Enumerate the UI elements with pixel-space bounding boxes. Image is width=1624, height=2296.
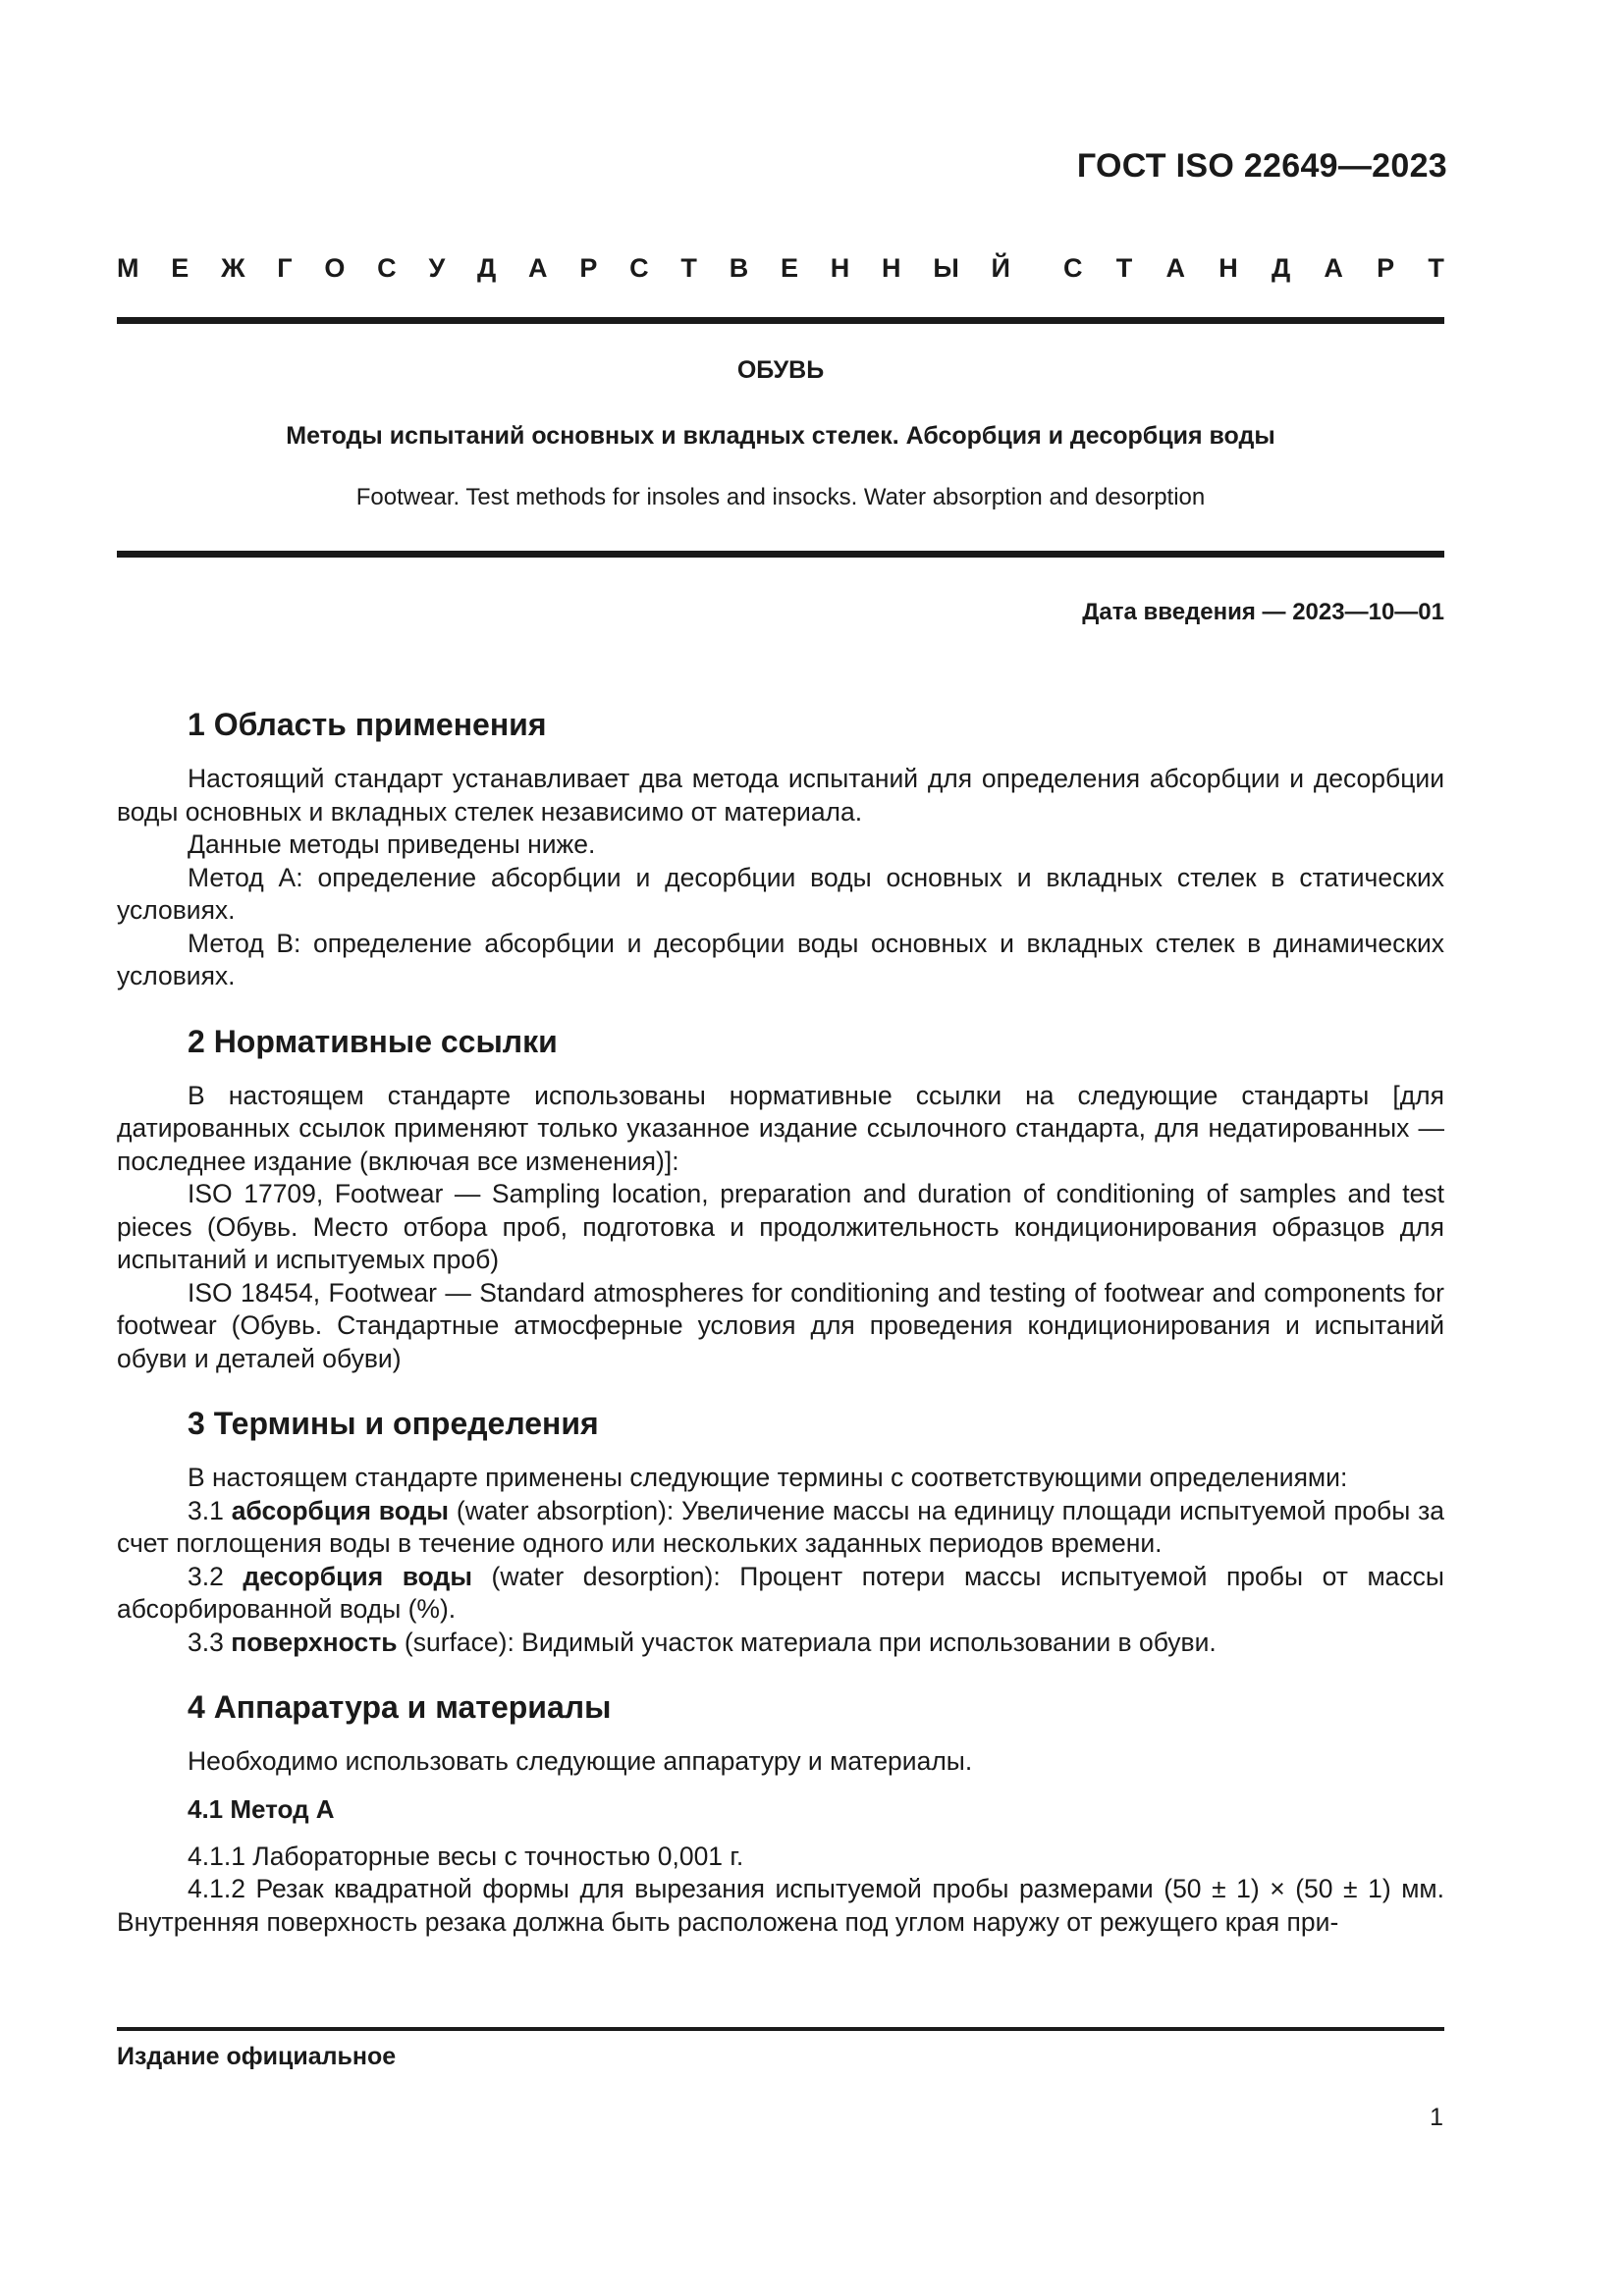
term-text: (water desorption): Процент потери массы испытуемой пробы от массы абсорбированной воды (%).	[117, 1561, 1444, 1624]
term-name: десорбция воды	[243, 1561, 472, 1591]
banner-letter: Ж	[221, 253, 245, 283]
official-edition-label: Издание официальное	[117, 2043, 397, 2070]
banner-letter: Е	[780, 253, 798, 283]
term-text: (water absorption): Увеличение массы на единицу площади испытуемой пробы за счет поглощения воды в течение одного или нескольких заданных периодов времени.	[117, 1495, 1444, 1558]
section-1-heading: 1 Область применения	[188, 707, 547, 742]
banner-letter: Д	[1271, 253, 1291, 283]
subsection-4-1-heading: 4.1 Метод А	[188, 1793, 335, 1824]
section-3-heading: 3 Термины и определения	[188, 1406, 599, 1441]
interstate-standard-banner	[117, 253, 1444, 284]
term-number: 3.3	[188, 1627, 224, 1657]
banner-letter: Т	[680, 253, 697, 283]
section-4-heading: 4 Аппаратура и материалы	[188, 1689, 612, 1725]
banner-letter: А	[1165, 253, 1185, 283]
paragraph: В настоящем стандарте применены следующие термины с соответствующими определениями:	[188, 1463, 1348, 1492]
paragraph: В настоящем стандарте использованы нормативные ссылки на следующие стандарты [для датированных ссылок применяют только указанное издание ссылочного стандарта, для недатированных — последнее издание (включая все изменения)]:	[117, 1080, 1444, 1176]
page-number: 1	[1430, 2104, 1443, 2131]
banner-letters-2	[1063, 253, 1444, 284]
paragraph: Метод В: определение абсорбции и десорбции воды основных и вкладных стелек в динамических условиях.	[117, 928, 1444, 990]
term-definition	[117, 1561, 1444, 1627]
document-subtitle: Методы испытаний основных и вкладных стелек. Абсорбция и десорбция воды	[286, 422, 1275, 450]
banner-letters-1	[117, 253, 1010, 284]
banner-letter: Н	[830, 253, 850, 283]
term-definition	[117, 1495, 1444, 1561]
paragraph: Настоящий стандарт устанавливает два метода испытаний для определения абсорбции и десорбции воды основных и вкладных стелек независимо от материала.	[117, 764, 1444, 827]
term-number: 3.1	[188, 1495, 224, 1525]
term-name: абсорбция воды	[231, 1495, 450, 1525]
term-text: (surface): Видимый участок материала при использовании в обуви.	[404, 1627, 1217, 1657]
paragraph: 4.1.2 Резак квадратной формы для вырезания испытуемой пробы размерами (50 ± 1) × (50 ± 1) мм. Внутренняя поверхность резака должна быть расположена под углом наружу от режущего края при-	[117, 1874, 1444, 1937]
section-2-heading: 2 Нормативные ссылки	[188, 1023, 558, 1059]
banner-letter: У	[428, 253, 446, 283]
footer-rule	[117, 2027, 1444, 2031]
document-body	[117, 705, 1444, 1939]
document-title-english: Footwear. Test methods for insoles and insocks. Water absorption and desorption	[355, 484, 1206, 510]
banner-letter: Е	[171, 253, 189, 283]
banner-letter: Т	[1115, 253, 1133, 283]
term-number: 3.2	[188, 1561, 224, 1591]
reference-item: ISO 17709, Footwear — Sampling location, preparation and duration of conditioning of samples and test pieces (Обувь. Место отбора проб, подготовка и продолжительность кондиционирования образцов для испытаний и испытуемых проб)	[117, 1179, 1444, 1274]
title-rule	[117, 551, 1444, 558]
banner-letter: В	[729, 253, 749, 283]
banner-letter: С	[377, 253, 397, 283]
term-name: поверхность	[231, 1627, 398, 1657]
banner-letter: А	[1324, 253, 1343, 283]
banner-letter: Р	[1377, 253, 1395, 283]
banner-letter: Н	[882, 253, 901, 283]
banner-letter: С	[1063, 253, 1083, 283]
banner-letter: Д	[477, 253, 497, 283]
banner-letter: М	[117, 253, 139, 283]
banner-letter: Р	[579, 253, 598, 283]
paragraph: Необходимо использовать следующие аппаратуру и материалы.	[188, 1746, 973, 1776]
banner-letter: Н	[1218, 253, 1238, 283]
banner-letter: С	[629, 253, 649, 283]
banner-letter: О	[324, 253, 346, 283]
banner-letter: Ы	[933, 253, 959, 283]
banner-letter: Г	[277, 253, 293, 283]
document-title: ОБУВЬ	[736, 356, 825, 384]
paragraph: 4.1.1 Лабораторные весы с точностью 0,001 г.	[188, 1841, 744, 1871]
top-rule	[117, 317, 1444, 324]
banner-letter: Й	[991, 253, 1010, 283]
reference-item: ISO 18454, Footwear — Standard atmospheres for conditioning and testing of footwear and components for footwear (Обувь. Стандартные атмосферные условия для проведения кондиционирования и испытаний обуви и деталей обуви)	[117, 1277, 1444, 1373]
paragraph: Данные методы приведены ниже.	[188, 829, 596, 859]
introduction-date: Дата введения — 2023—10—01	[1082, 599, 1444, 625]
standard-code: ГОСТ ISO 22649—2023	[1076, 147, 1447, 185]
term-definition	[117, 1627, 1444, 1660]
paragraph: Метод А: определение абсорбции и десорбции воды основных и вкладных стелек в статических условиях.	[117, 862, 1444, 925]
banner-letter: А	[528, 253, 548, 283]
banner-letter: Т	[1428, 253, 1444, 283]
